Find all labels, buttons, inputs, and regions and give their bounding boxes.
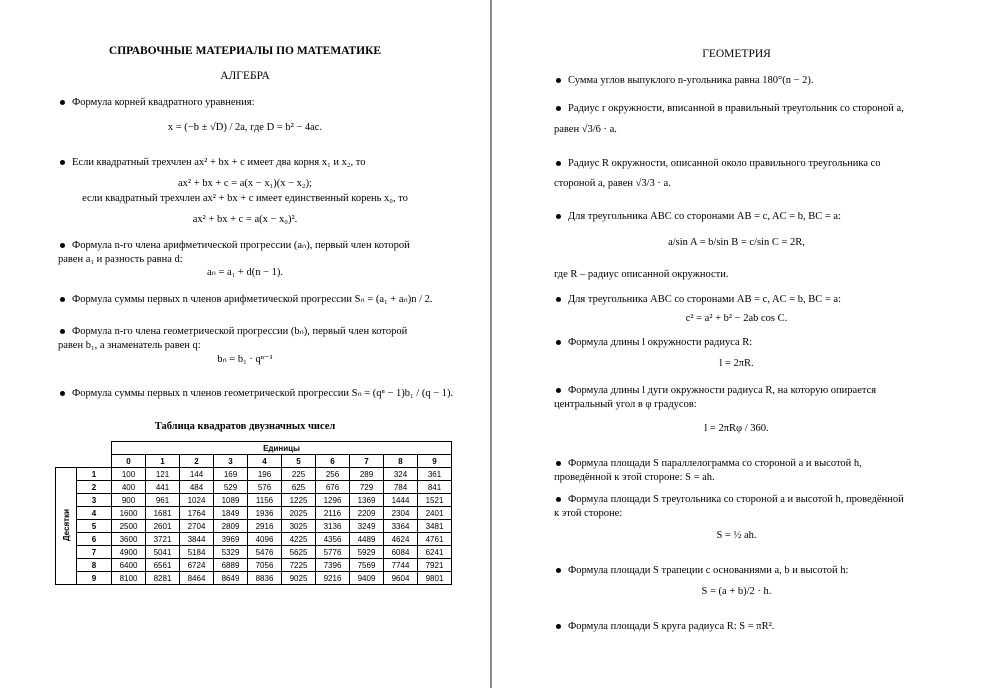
bullet-icon xyxy=(556,106,561,111)
table-cell: 5329 xyxy=(214,546,248,559)
table-cell: 5929 xyxy=(350,546,384,559)
formula: ax² + bx + c = a(x − x₁)(x − x₂); xyxy=(178,178,312,189)
right-page xyxy=(492,0,981,688)
table-cell: 196 xyxy=(248,468,282,481)
table-cell: 7569 xyxy=(350,559,384,572)
bullet-icon xyxy=(60,160,65,165)
text-line: где R – радиус описанной окружности. xyxy=(554,269,729,280)
table-cell: 676 xyxy=(316,481,350,494)
column-header: 6 xyxy=(316,455,350,468)
row-header: 3 xyxy=(77,494,112,507)
table-cell: 6084 xyxy=(384,546,418,559)
bullet-icon xyxy=(556,568,561,573)
list-item: Для треугольника ABC со сторонами AB = c, AC = b, BC = a: xyxy=(554,209,841,224)
table-cell: 9604 xyxy=(384,572,418,585)
list-item: Формула суммы первых n членов арифметической прогрессии Sₙ = (a₁ + aₙ)n / 2. xyxy=(58,292,433,307)
table-cell: 3249 xyxy=(350,520,384,533)
bullet-icon xyxy=(556,497,561,502)
row-header: 7 xyxy=(77,546,112,559)
table-row xyxy=(56,533,452,546)
table-cell: 1600 xyxy=(112,507,146,520)
bullet-icon xyxy=(556,388,561,393)
table-cell: 7396 xyxy=(316,559,350,572)
table-cell: 2809 xyxy=(214,520,248,533)
table-cell: 4900 xyxy=(112,546,146,559)
text-line: если квадратный трехчлен ax² + bx + c имеет единственный корень x₀, то xyxy=(82,193,408,204)
bullet-icon xyxy=(556,78,561,83)
table-cell: 5041 xyxy=(146,546,180,559)
bullet-icon xyxy=(556,161,561,166)
row-header: 1 xyxy=(77,468,112,481)
column-header: 9 xyxy=(418,455,452,468)
formula: S = (a + b)/2 · h. xyxy=(701,586,772,597)
table-cell: 900 xyxy=(112,494,146,507)
table-cell: 2116 xyxy=(316,507,350,520)
table-cell: 361 xyxy=(418,468,452,481)
column-header: 5 xyxy=(282,455,316,468)
table-cell: 484 xyxy=(180,481,214,494)
table-cell: 2601 xyxy=(146,520,180,533)
table-cell: 324 xyxy=(384,468,418,481)
list-item: Формула площади S треугольника со стороной a и высотой h, проведённой xyxy=(554,492,904,507)
column-header: 1 xyxy=(146,455,180,468)
text-line: равен √3/6 · a. xyxy=(554,124,617,135)
table-cell: 256 xyxy=(316,468,350,481)
list-item: Радиус r окружности, вписанной в правильный треугольник со стороной a, xyxy=(554,101,904,116)
column-group-header: Единицы xyxy=(112,442,452,455)
text-line: проведённой к этой стороне: S = ah. xyxy=(554,472,715,483)
table-cell: 5625 xyxy=(282,546,316,559)
formula: a/sin A = b/sin B = c/sin C = 2R, xyxy=(668,237,805,248)
list-item: Формула длины l дуги окружности радиуса R, на которую опирается xyxy=(554,383,876,398)
table-cell: 5776 xyxy=(316,546,350,559)
text-line: стороной a, равен √3/3 · a. xyxy=(554,178,671,189)
list-item: Формула площади S круга радиуса R: S = πR². xyxy=(554,619,774,634)
table-cell: 1089 xyxy=(214,494,248,507)
table-header-row xyxy=(56,442,452,455)
bullet-icon xyxy=(556,340,561,345)
table-cell: 9216 xyxy=(316,572,350,585)
table-cell: 3969 xyxy=(214,533,248,546)
table-cell: 9025 xyxy=(282,572,316,585)
column-header: 7 xyxy=(350,455,384,468)
table-cell: 625 xyxy=(282,481,316,494)
formula: l = 2πRφ / 360. xyxy=(704,423,769,434)
row-header: 8 xyxy=(77,559,112,572)
table-cell: 7225 xyxy=(282,559,316,572)
table-row xyxy=(56,468,452,481)
table-cell: 3136 xyxy=(316,520,350,533)
table-header-row xyxy=(56,455,452,468)
list-item: Радиус R окружности, описанной около правильного треугольника со xyxy=(554,156,881,171)
table-cell: 2500 xyxy=(112,520,146,533)
row-group-label: Десятки xyxy=(61,508,71,542)
table-cell: 2304 xyxy=(384,507,418,520)
table-cell: 4096 xyxy=(248,533,282,546)
table-cell: 784 xyxy=(384,481,418,494)
formula: x = (−b ± √D) / 2a, где D = b² − 4ac. xyxy=(167,122,323,133)
list-item: Сумма углов выпуклого n-угольника равна 180°(n − 2). xyxy=(554,73,814,88)
row-header: 9 xyxy=(77,572,112,585)
table-row xyxy=(56,507,452,520)
column-header: 0 xyxy=(112,455,146,468)
table-cell: 2704 xyxy=(180,520,214,533)
list-item: Формула длины l окружности радиуса R: xyxy=(554,335,752,350)
list-item: Формула суммы первых n членов геометрической прогрессии Sₙ = (qⁿ − 1)b₁ / (q − 1). xyxy=(58,386,453,401)
table-cell: 2209 xyxy=(350,507,384,520)
table-cell: 7921 xyxy=(418,559,452,572)
table-cell: 3364 xyxy=(384,520,418,533)
table-cell: 6724 xyxy=(180,559,214,572)
text-line: центральный угол в φ градусов: xyxy=(554,399,697,410)
table-corner xyxy=(56,442,112,455)
table-cell: 529 xyxy=(214,481,248,494)
table-cell: 6561 xyxy=(146,559,180,572)
table-cell: 1156 xyxy=(248,494,282,507)
table-cell: 3600 xyxy=(112,533,146,546)
table-cell: 4761 xyxy=(418,533,452,546)
bullet-icon xyxy=(556,214,561,219)
bullet-icon xyxy=(60,329,65,334)
list-item: Формула площади S параллелограмма со стороной a и высотой h, xyxy=(554,456,862,471)
row-group-header xyxy=(56,468,77,585)
list-item: Формула площади S трапеции с основаниями a, b и высотой h: xyxy=(554,563,848,578)
column-header: 8 xyxy=(384,455,418,468)
table-cell: 8464 xyxy=(180,572,214,585)
table-cell: 6241 xyxy=(418,546,452,559)
row-header: 2 xyxy=(77,481,112,494)
table-cell: 100 xyxy=(112,468,146,481)
table-cell: 3025 xyxy=(282,520,316,533)
row-header: 4 xyxy=(77,507,112,520)
bullet-icon xyxy=(556,624,561,629)
table-cell: 1936 xyxy=(248,507,282,520)
table-cell: 144 xyxy=(180,468,214,481)
bullet-icon xyxy=(60,391,65,396)
table-cell: 8281 xyxy=(146,572,180,585)
table-cell: 1521 xyxy=(418,494,452,507)
table-cell: 169 xyxy=(214,468,248,481)
table-cell: 4489 xyxy=(350,533,384,546)
table-cell: 1764 xyxy=(180,507,214,520)
table-cell: 9801 xyxy=(418,572,452,585)
table-cell: 7056 xyxy=(248,559,282,572)
table-cell: 3844 xyxy=(180,533,214,546)
formula: aₙ = a₁ + d(n − 1). xyxy=(206,267,284,278)
table-row xyxy=(56,559,452,572)
table-row xyxy=(56,546,452,559)
table-cell: 841 xyxy=(418,481,452,494)
table-cell: 2401 xyxy=(418,507,452,520)
table-row xyxy=(56,481,452,494)
column-header: 3 xyxy=(214,455,248,468)
table-cell: 4624 xyxy=(384,533,418,546)
text-line: равен a₁ и разность равна d: xyxy=(58,254,183,265)
row-header: 6 xyxy=(77,533,112,546)
table-cell: 6400 xyxy=(112,559,146,572)
bullet-icon xyxy=(556,297,561,302)
page-title: СПРАВОЧНЫЕ МАТЕРИАЛЫ ПО МАТЕМАТИКЕ xyxy=(108,45,382,57)
table-cell: 3721 xyxy=(146,533,180,546)
table-cell: 8836 xyxy=(248,572,282,585)
list-item: Для треугольника ABC со сторонами AB = c, AC = b, BC = a: xyxy=(554,292,841,307)
formula: c² = a² + b² − 2ab cos C. xyxy=(685,313,788,324)
table-cell: 2025 xyxy=(282,507,316,520)
column-header: 2 xyxy=(180,455,214,468)
table-cell: 441 xyxy=(146,481,180,494)
table-row xyxy=(56,494,452,507)
table-cell: 4356 xyxy=(316,533,350,546)
table-cell: 6889 xyxy=(214,559,248,572)
table-cell: 8100 xyxy=(112,572,146,585)
table-row xyxy=(56,520,452,533)
bullet-icon xyxy=(60,243,65,248)
table-cell: 5476 xyxy=(248,546,282,559)
table-cell: 400 xyxy=(112,481,146,494)
table-cell: 7744 xyxy=(384,559,418,572)
list-item: Формула n-го члена арифметической прогрессии (aₙ), первый член которой xyxy=(58,238,410,253)
table-cell: 1444 xyxy=(384,494,418,507)
table-cell: 9409 xyxy=(350,572,384,585)
table-cell: 289 xyxy=(350,468,384,481)
formula: bₙ = b₁ · qⁿ⁻¹ xyxy=(217,354,273,365)
table-cell: 5184 xyxy=(180,546,214,559)
list-item: Формула корней квадратного уравнения: xyxy=(58,95,255,110)
table-cell: 1024 xyxy=(180,494,214,507)
bullet-icon xyxy=(60,100,65,105)
table-cell: 1369 xyxy=(350,494,384,507)
list-item: Формула n-го члена геометрической прогрессии (bₙ), первый член которой xyxy=(58,324,407,339)
table-cell: 1296 xyxy=(316,494,350,507)
table-cell: 729 xyxy=(350,481,384,494)
table-cell: 1225 xyxy=(282,494,316,507)
table-cell: 4225 xyxy=(282,533,316,546)
table-corner xyxy=(56,455,112,468)
text-line: к этой стороне: xyxy=(554,508,623,519)
formula: S = ½ ah. xyxy=(716,530,757,541)
section-title-algebra: АЛГЕБРА xyxy=(220,70,270,82)
bullet-icon xyxy=(60,297,65,302)
table-cell: 2916 xyxy=(248,520,282,533)
table-cell: 3481 xyxy=(418,520,452,533)
text-line: равен b₁, а знаменатель равен q: xyxy=(58,340,201,351)
list-item: Если квадратный трехчлен ax² + bx + c имеет два корня x₁ и x₂, то xyxy=(58,155,365,170)
table-cell: 961 xyxy=(146,494,180,507)
table-cell: 1849 xyxy=(214,507,248,520)
left-page xyxy=(0,0,490,688)
formula: l = 2πR. xyxy=(719,358,754,369)
table-caption: Таблица квадратов двузначных чисел xyxy=(154,421,336,432)
table-cell: 1681 xyxy=(146,507,180,520)
squares-table xyxy=(55,441,452,585)
table-cell: 576 xyxy=(248,481,282,494)
row-header: 5 xyxy=(77,520,112,533)
bullet-icon xyxy=(556,461,561,466)
column-header: 4 xyxy=(248,455,282,468)
formula: ax² + bx + c = a(x − x₀)². xyxy=(192,214,298,225)
table-cell: 225 xyxy=(282,468,316,481)
table-cell: 121 xyxy=(146,468,180,481)
section-title-geometry: ГЕОМЕТРИЯ xyxy=(702,48,771,60)
table-row xyxy=(56,572,452,585)
table-cell: 8649 xyxy=(214,572,248,585)
